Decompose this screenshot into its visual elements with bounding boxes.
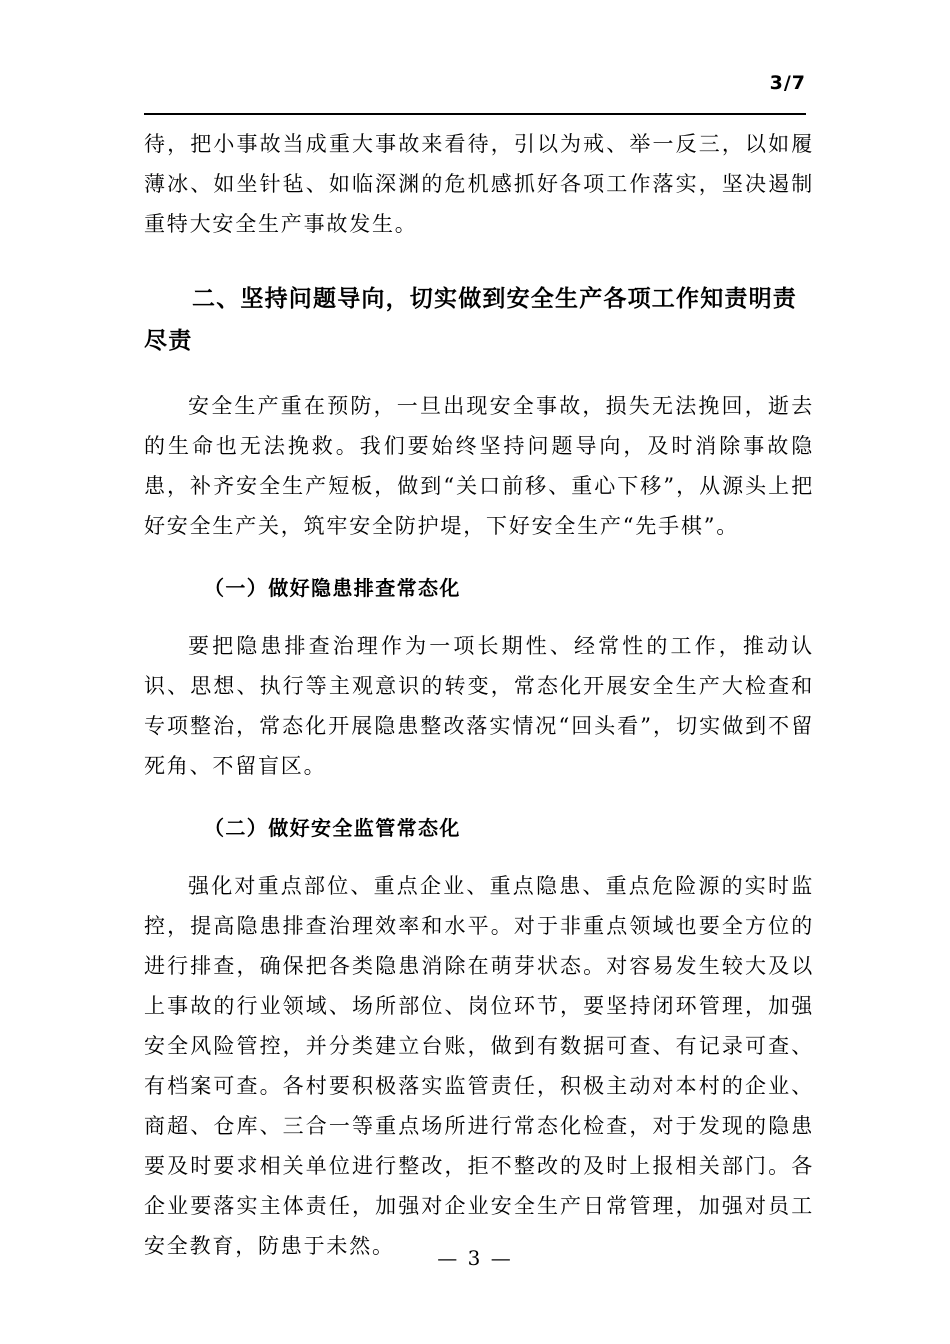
section-heading-two: 二、坚持问题导向，切实做到安全生产各项工作知责明责尽责: [144, 286, 797, 354]
spacer: [144, 362, 814, 386]
spacer: [144, 786, 814, 808]
spacer: [144, 608, 814, 626]
subsection-two-paragraph: 强化对重点部位、重点企业、重点隐患、重点危险源的实时监控，提高隐患排查治理效率和水平。对于非重点领域也要全方位的进行排查，确保把各类隐患消除在萌芽状态。对容易发生较大及以上事故的行业领域、场所部位、岗位环节，要坚持闭环管理，加强安全风险管控，并分类建立台账，做到有数据可查、有记录可查、有档案可查。各村要积极落实监管责任，积极主动对本村的企业、商超、仓库、三合一等重点场所进行常态化检查，对于发现的隐患要及时要求相关单位进行整改，拒不整改的及时上报相关部门。各企业要落实主体责任，加强对企业安全生产日常管理，加强对员工安全教育，防患于未然。: [144, 874, 814, 1258]
section-two-intro-paragraph: 安全生产重在预防，一旦出现安全事故，损失无法挽回，逝去的生命也无法挽救。我们要始终坚持问题导向，及时消除事故隐患，补齐安全生产短板，做到“关口前移、重心下移”，从源头上把好安全生产关，筑牢安全防护堤，下好安全生产“先手棋”。: [144, 394, 814, 538]
subsection-heading-two: （二）做好安全监管常态化: [204, 816, 461, 840]
document-body: [144, 124, 814, 1266]
page-counter: 3/7: [769, 72, 806, 94]
header-divider: [144, 113, 806, 115]
continuation-paragraph: 待，把小事故当成重大事故来看待，引以为戒、举一反三，以如履薄冰、如坐针毡、如临深渊的危机感抓好各项工作落实，坚决遏制重特大安全生产事故发生。: [144, 132, 814, 236]
footer-page-number: — 3 —: [437, 1246, 513, 1270]
spacer: [144, 848, 814, 866]
subsection-heading-one: （一）做好隐患排查常态化: [204, 576, 461, 600]
subsection-one-paragraph: 要把隐患排查治理作为一项长期性、经常性的工作，推动认识、思想、执行等主观意识的转变，常态化开展安全生产大检查和专项整治，常态化开展隐患整改落实情况“回头看”，切实做到不留死角、不留盲区。: [144, 634, 814, 778]
spacer: [144, 546, 814, 568]
